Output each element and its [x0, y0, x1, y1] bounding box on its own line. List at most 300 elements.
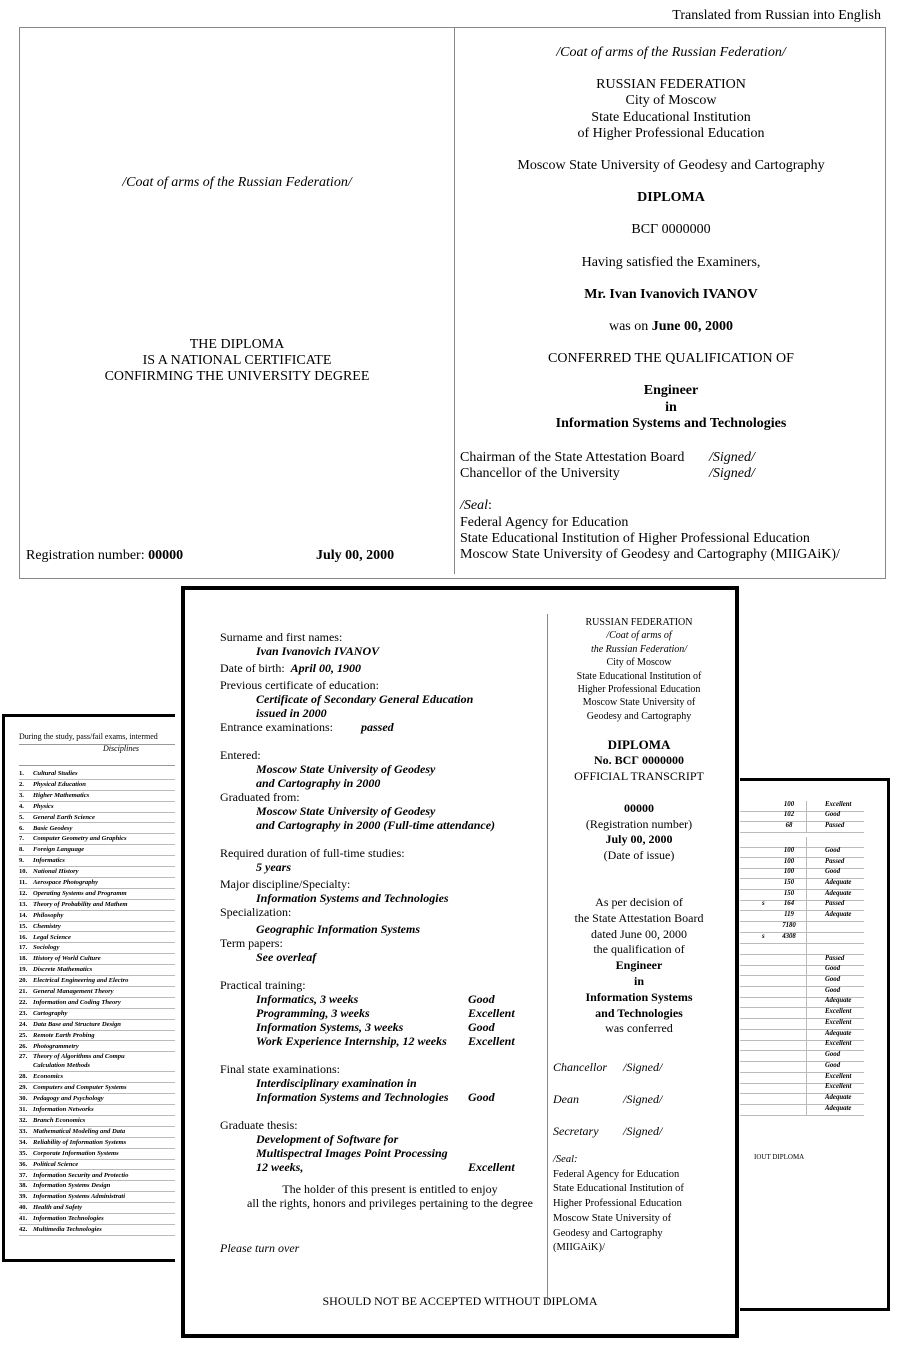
discipline-name: Theory of Algorithms and Compu [33, 1053, 125, 1061]
discipline-row [19, 791, 175, 802]
practical-row [220, 1006, 515, 1020]
practical-name: Informatics, 3 weeks [256, 992, 359, 1006]
discipline-name: Remote Earth Probing [33, 1031, 95, 1039]
discipline-row [19, 998, 175, 1009]
entered-label: Entered: [220, 748, 261, 762]
discipline-name: Aerospace Photography [33, 879, 99, 886]
transcript-title: DIPLOMA [607, 737, 671, 753]
graduated-value: and Cartography in 2000 (Full-time attendance) [256, 818, 496, 832]
chancellor-label: Chancellor of the University [460, 466, 620, 482]
discipline-row [19, 1042, 175, 1053]
thesis-value: Development of Software for [256, 1132, 399, 1146]
discipline-name: Physical Education [33, 780, 86, 788]
grade-row [740, 879, 864, 890]
discipline-number: 28. [19, 1073, 28, 1081]
discipline-number: 12. [19, 889, 28, 897]
discipline-name: Higher Mathematics [33, 791, 90, 799]
discipline-number: 23. [19, 1009, 28, 1017]
statement-line: IS A NATIONAL CERTIFICATE [142, 353, 332, 369]
grade-row [740, 997, 864, 1008]
grade-value: Good [825, 1062, 841, 1069]
discipline-number: 3. [19, 791, 24, 799]
discipline-number: 27. [19, 1053, 28, 1061]
discipline-row [19, 1149, 175, 1160]
discipline-row [19, 856, 175, 867]
discipline-name: Data Base and Structure Design [33, 1020, 121, 1028]
header-line: State Educational Institution [591, 109, 751, 125]
discipline-number: 36. [19, 1160, 28, 1168]
practical-grade: Excellent [468, 1006, 515, 1020]
grade-row [740, 976, 864, 987]
thesis-grade: Excellent [468, 1160, 515, 1174]
discipline-name: General Earth Science [33, 813, 95, 821]
discipline-row [19, 824, 175, 835]
grade-value: Good [825, 847, 841, 854]
was-on-prefix: was on [608, 319, 649, 335]
discipline-name: Branch Economics [33, 1117, 86, 1124]
discipline-name-cont: Calculation Methods [33, 1062, 90, 1070]
grade-row [740, 868, 864, 879]
final-grade: Good [468, 1090, 495, 1104]
discipline-row [19, 1072, 175, 1083]
cutoff-mark: s [762, 900, 765, 907]
graduated-label: Graduated from: [220, 790, 300, 804]
discipline-number: 35. [19, 1149, 28, 1157]
discipline-name: Basic Geodesy [33, 824, 73, 832]
discipline-row [19, 878, 175, 889]
grade-value: Passed [825, 858, 845, 865]
discipline-number: 26. [19, 1042, 28, 1050]
discipline-row [19, 845, 175, 856]
discipline-number: 34. [19, 1138, 28, 1146]
discipline-number: 8. [19, 846, 24, 854]
prev-cert-label: Previous certificate of education: [220, 678, 379, 692]
discipline-row [19, 976, 175, 987]
practical-grade: Good [468, 992, 495, 1006]
chairman-label: Chairman of the State Attestation Board [460, 450, 685, 465]
discipline-number: 30. [19, 1095, 28, 1103]
thesis-value-line: 12 weeks, Excellent [256, 1160, 515, 1174]
hours-value: 100 [783, 868, 795, 875]
discipline-row [19, 1094, 175, 1105]
qualification-line: Engineer [643, 383, 699, 399]
discipline-row [19, 987, 175, 998]
discipline-row [19, 1127, 175, 1138]
discipline-row [19, 1171, 175, 1182]
transcript-footer: SHOULD NOT BE ACCEPTED WITHOUT DIPLOMA [322, 1294, 598, 1308]
discipline-number: 18. [19, 955, 28, 963]
hours-value: 119 [784, 911, 794, 918]
discipline-row [19, 1116, 175, 1127]
diploma-spread [19, 27, 886, 579]
discipline-name: Information Technologies [33, 1215, 104, 1223]
transcript-right-column: RUSSIAN FEDERATION /Coat of arms of the Russian Federation/ City of Moscow State Educational Institution of Higher Professional Education Moscow State University of Geodesy and Cartography DIPLOMA No. ВСГ 0000000 OFFICIAL TRANSCRIPT 00000 (Registration number) July 00, 2000 (Date of issue) As per decision of the State Attestation Board dated June 00, 2000 the qualification of Engineer in Information Systems and Technologies was conferred [549, 616, 729, 1037]
issue-label: (Date of issue) [603, 848, 675, 863]
statement-line: CONFIRMING THE UNIVERSITY DEGREE [104, 369, 370, 385]
grade-value: Good [825, 868, 841, 875]
grade-row [740, 900, 864, 911]
discipline-number: 14. [19, 911, 28, 919]
discipline-number: 13. [19, 900, 28, 908]
qualification-line: in [665, 399, 677, 415]
discipline-name: Cartography [33, 1009, 68, 1017]
registration-number: 00000 [148, 548, 184, 563]
grade-value: Passed [825, 822, 845, 829]
seal-block: /Seal: [460, 498, 492, 514]
term-label: Term papers: [220, 936, 283, 950]
hours-value: 100 [783, 801, 795, 808]
discipline-row [19, 769, 175, 780]
discipline-name: Political Science [33, 1160, 79, 1168]
discipline-name: Sociology [33, 944, 60, 952]
entrance-value: passed [361, 720, 394, 734]
discipline-name: Foreign Language [33, 846, 85, 854]
hours-value: 100 [783, 858, 795, 865]
grade-value: Passed [825, 955, 845, 962]
discipline-number: 6. [19, 824, 24, 832]
discipline-row [19, 911, 175, 922]
discipline-row [19, 889, 175, 900]
satisfied-line: Having satisfied the Examiners, [581, 254, 761, 270]
grade-row [740, 911, 864, 922]
discipline-row [19, 1225, 175, 1236]
sheet-footer: IOUT DIPLOMA [754, 1153, 805, 1161]
discipline-name: Electrical Engineering and Electro [33, 977, 129, 985]
discipline-number: 2. [19, 780, 24, 788]
hours-value: 68 [785, 822, 793, 829]
discipline-row [19, 954, 175, 965]
discipline-number: 32. [19, 1117, 28, 1124]
conferred-line: was conferred [605, 1021, 673, 1036]
practical-name: Information Systems, 3 weeks [256, 1020, 404, 1034]
graduated-value: Moscow State University of Geodesy [256, 804, 436, 818]
discipline-row [19, 1052, 175, 1072]
was-on-line [455, 319, 887, 335]
hours-value: 7180 [782, 922, 796, 929]
major-label: Major discipline/Specialty: [220, 877, 351, 891]
discipline-number: 5. [19, 813, 24, 821]
discipline-number: 37. [19, 1171, 28, 1179]
practical-name: Work Experience Internship, 12 weeks [256, 1034, 447, 1048]
transcript-header: RUSSIAN FEDERATION /Coat of arms of the Russian Federation/ City of Moscow State Educational Institution of Higher Professional Education Moscow State University of Geodesy and Cartography [576, 617, 702, 722]
discipline-number: 40. [19, 1204, 28, 1212]
discipline-name: Information Systems Administrati [33, 1193, 126, 1201]
final-value: Interdisciplinary examination in [256, 1076, 417, 1090]
discipline-row [19, 1214, 175, 1225]
prev-cert-value: issued in 2000 [256, 706, 327, 720]
discipline-number: 17. [19, 944, 28, 952]
header-line: of Higher Professional Education [577, 125, 765, 141]
duration-label: Required duration of full-time studies: [220, 846, 405, 860]
discipline-row [19, 1083, 175, 1094]
discipline-name: Information Systems Design [33, 1182, 111, 1190]
grade-row [740, 965, 864, 976]
discipline-name: Corporate Information Systems [33, 1149, 119, 1157]
discipline-number: 7. [19, 835, 24, 843]
left-coat-of-arms: /Coat of arms of the Russian Federation/ [122, 175, 352, 190]
specialization-value: Geographic Information Systems [256, 922, 421, 936]
term-value: See overleaf [256, 950, 317, 964]
discipline-name: Discrete Mathematics [33, 966, 93, 974]
specialization-label: Specialization: [220, 905, 292, 919]
thesis-value: Multispectral Images Point Processing [256, 1146, 448, 1160]
discipline-name: Cultural Studies [33, 770, 78, 777]
grade-value: Good [825, 1051, 841, 1058]
disciplines-sheet [2, 714, 175, 1262]
hours-value: 164 [783, 900, 795, 907]
discipline-number: 10. [19, 868, 28, 876]
discipline-row [19, 1181, 175, 1192]
grade-value: Passed [825, 900, 845, 907]
cutoff-mark: s [762, 933, 765, 940]
discipline-name: Theory of Probability and Mathem [33, 900, 128, 908]
transcript-left-column [220, 630, 515, 1174]
chairman-line [460, 450, 840, 466]
grade-value: Adequate [825, 890, 852, 897]
discipline-number: 4. [19, 802, 24, 810]
diploma-right-page [455, 45, 887, 432]
discipline-row [19, 1020, 175, 1031]
grade-row [740, 847, 864, 858]
grade-value: Good [825, 811, 841, 818]
discipline-row [19, 1009, 175, 1020]
statement-line: THE DIPLOMA [189, 337, 285, 352]
discipline-name: Health and Safety [33, 1204, 83, 1212]
signature-row: Chancellor /Signed/ [553, 1060, 663, 1074]
seal-line: State Educational Institution of Higher Professional Education [460, 530, 810, 546]
discipline-row [19, 900, 175, 911]
entered-value: Moscow State University of Geodesy [256, 762, 436, 776]
discipline-row [19, 1138, 175, 1149]
discipline-number: 25. [19, 1031, 28, 1039]
grade-value: Excellent [825, 801, 852, 808]
grade-value: Adequate [825, 879, 852, 886]
sheet-intro: During the study, pass/fail exams, intermed [19, 732, 158, 741]
was-on-date: June 00, 2000 [651, 319, 734, 335]
right-coat-of-arms: /Coat of arms of the Russian Federation/ [556, 45, 786, 60]
practical-row [220, 1020, 515, 1034]
discipline-number: 41. [19, 1215, 28, 1223]
discipline-name: Physics [33, 802, 54, 810]
discipline-number: 31. [19, 1106, 28, 1114]
discipline-row [19, 922, 175, 933]
grade-value: Excellent [825, 1073, 852, 1080]
seal-line: Federal Agency for Education [460, 514, 629, 530]
seal-label: /Seal [460, 498, 488, 514]
header-line: RUSSIAN FEDERATION [596, 77, 746, 93]
grade-row [740, 1051, 864, 1062]
discipline-name: Informatics [33, 857, 65, 865]
grade-value: Excellent [825, 1083, 852, 1090]
grade-row [740, 1083, 864, 1094]
disciplines-header: Disciplines [103, 744, 139, 753]
grade-row [740, 822, 864, 833]
grade-row [740, 1040, 864, 1051]
chancellor-line [460, 466, 840, 482]
discipline-name: Philosophy [33, 911, 64, 919]
grade-row [740, 944, 864, 955]
practical-grade: Good [468, 1020, 495, 1034]
dob-line: Date of birth: April 00, 1900 [220, 661, 361, 675]
discipline-number: 33. [19, 1127, 28, 1135]
discipline-row [19, 933, 175, 944]
grade-value: Excellent [825, 1040, 852, 1047]
dob-value: April 00, 1900 [290, 661, 361, 675]
discipline-name: Information Networks [33, 1106, 94, 1114]
discipline-number: 1. [19, 770, 24, 777]
discipline-number: 11. [19, 879, 27, 886]
transcript-number: No. ВСГ 0000000 [594, 753, 684, 768]
chairman-signature: /Signed/ [709, 450, 755, 465]
hours-value: 4308 [782, 933, 796, 940]
university-name: Moscow State University of Geodesy and Cartography [517, 158, 825, 174]
discipline-number: 29. [19, 1084, 28, 1092]
discipline-number: 19. [19, 966, 28, 974]
qualification-line: Information Systems and Technologies [555, 415, 787, 431]
reg-label: (Registration number) [585, 816, 693, 831]
discipline-name: Mathematical Modeling and Data [33, 1127, 126, 1135]
discipline-name: General Management Theory [33, 988, 114, 995]
discipline-name: Reliability of Information Systems [33, 1138, 127, 1146]
surname-value: Ivan Ivanovich IVANOV [256, 644, 380, 658]
discipline-number: 38. [19, 1182, 28, 1190]
grade-row [740, 922, 864, 933]
discipline-row [19, 1203, 175, 1214]
discipline-row [19, 1160, 175, 1171]
discipline-number: 20. [19, 977, 28, 985]
registration-label: Registration number: [26, 548, 145, 563]
discipline-number: 15. [19, 922, 28, 930]
holder-statement: The holder of this present is entitled to enjoy all the rights, honors and privileges pertaining to the degree [247, 1182, 533, 1210]
discipline-row [19, 867, 175, 878]
diploma-statement [20, 337, 454, 386]
surname-label: Surname and first names: [220, 630, 343, 644]
chancellor-signature: /Signed/ [709, 466, 755, 482]
seal-label: /Seal: [553, 1154, 578, 1165]
hours-value: 150 [783, 879, 795, 886]
discipline-row [19, 943, 175, 954]
grades-sheet [740, 778, 890, 1311]
turn-over-note: Please turn over [220, 1241, 300, 1255]
discipline-number: 16. [19, 933, 28, 941]
discipline-name: History of World Culture [33, 955, 101, 963]
entrance-line: Entrance examinations: passed [220, 720, 394, 734]
grade-row [740, 811, 864, 822]
diploma-date: July 00, 2000 [316, 548, 395, 563]
discipline-number: 39. [19, 1193, 28, 1201]
major-value: Information Systems and Technologies [256, 891, 449, 905]
header-line: City of Moscow [625, 93, 717, 109]
discipline-name: Chemistry [33, 922, 61, 930]
discipline-name: Photogrammetry [33, 1042, 79, 1050]
signature-row: Dean /Signed/ [553, 1092, 663, 1106]
thesis-label: Graduate thesis: [220, 1118, 298, 1132]
grade-value: Adequate [825, 997, 852, 1004]
transcript-signatures [553, 1060, 662, 1152]
hours-value: 100 [783, 847, 795, 854]
hours-value: 150 [783, 890, 795, 897]
discipline-row [19, 802, 175, 813]
grade-value: Good [825, 976, 841, 983]
grade-value: Adequate [825, 911, 852, 918]
discipline-number: 22. [19, 998, 28, 1006]
practical-list [220, 992, 515, 1048]
discipline-row [19, 780, 175, 791]
official-transcript [181, 586, 739, 1338]
grade-value: Good [825, 987, 841, 994]
duration-value: 5 years [256, 860, 291, 874]
grade-row [740, 1094, 864, 1105]
discipline-number: 9. [19, 857, 24, 865]
discipline-row [19, 834, 175, 845]
practical-label: Practical training: [220, 978, 306, 992]
prev-cert-value: Certificate of Secondary General Education [256, 692, 474, 706]
grade-row [740, 1062, 864, 1073]
discipline-name: Computers and Computer Systems [33, 1084, 127, 1092]
translation-note: Translated from Russian into English [672, 8, 881, 23]
discipline-name: Economics [33, 1073, 64, 1081]
practical-row [220, 992, 515, 1006]
entered-value: and Cartography in 2000 [256, 776, 381, 790]
discipline-name: Operating Systems and Programm [33, 889, 127, 897]
graduate-name: Mr. Ivan Ivanovich IVANOV [584, 286, 758, 302]
grade-value: Adequate [825, 1030, 852, 1037]
hours-value: 102 [783, 811, 795, 818]
discipline-row [19, 1192, 175, 1203]
practical-row [220, 1034, 515, 1048]
grade-value: Excellent [825, 1008, 852, 1015]
seal-line: Moscow State University of Geodesy and Cartography (MIIGAiK)/ [460, 547, 840, 563]
grade-row [740, 1105, 864, 1116]
grade-value: Adequate [825, 1105, 852, 1112]
discipline-row [19, 813, 175, 824]
registration-line [26, 548, 183, 564]
grade-value: Adequate [825, 1094, 852, 1101]
grade-row [740, 1019, 864, 1030]
discipline-number: 42. [19, 1226, 28, 1233]
diploma-number: ВСГ 0000000 [631, 222, 711, 238]
issue-date: July 00, 2000 [605, 832, 673, 847]
discipline-name: National History [33, 868, 79, 876]
diploma-title: DIPLOMA [637, 190, 705, 206]
grade-row [740, 933, 864, 944]
discipline-row [19, 1031, 175, 1042]
transcript-subtitle: OFFICIAL TRANSCRIPT [574, 769, 704, 784]
discipline-row [19, 965, 175, 976]
discipline-name: Computer Geometry and Graphics [33, 835, 127, 843]
discipline-row [19, 1105, 175, 1116]
conferred-line: CONFERRED THE QUALIFICATION OF [548, 351, 794, 367]
final-label: Final state examinations: [220, 1062, 340, 1076]
grade-value: Good [825, 965, 841, 972]
grade-value: Excellent [825, 1019, 852, 1026]
discipline-name: Information and Coding Theory [33, 998, 121, 1006]
reg-number: 00000 [624, 800, 654, 815]
practical-name: Programming, 3 weeks [256, 1006, 370, 1020]
grade-row [740, 1008, 864, 1019]
final-value-line: Information Systems and Technologies Good [256, 1090, 495, 1104]
discipline-name: Pedagogy and Psychology [33, 1095, 104, 1103]
discipline-number: 24. [19, 1020, 28, 1028]
discipline-number: 21. [19, 988, 28, 995]
signature-row: Secretary /Signed/ [553, 1124, 663, 1138]
discipline-name: Information Security and Protectio [33, 1171, 129, 1179]
discipline-name: Multimedia Technologies [33, 1226, 102, 1233]
practical-grade: Excellent [468, 1034, 515, 1048]
transcript-seal: /Seal: Federal Agency for Education State Educational Institution of Higher Professional Education Moscow State University of Geodesy and Cartography (MIIGAiK)/ [553, 1154, 684, 1254]
discipline-name: Legal Science [33, 933, 71, 941]
diploma-signatures [460, 450, 840, 563]
